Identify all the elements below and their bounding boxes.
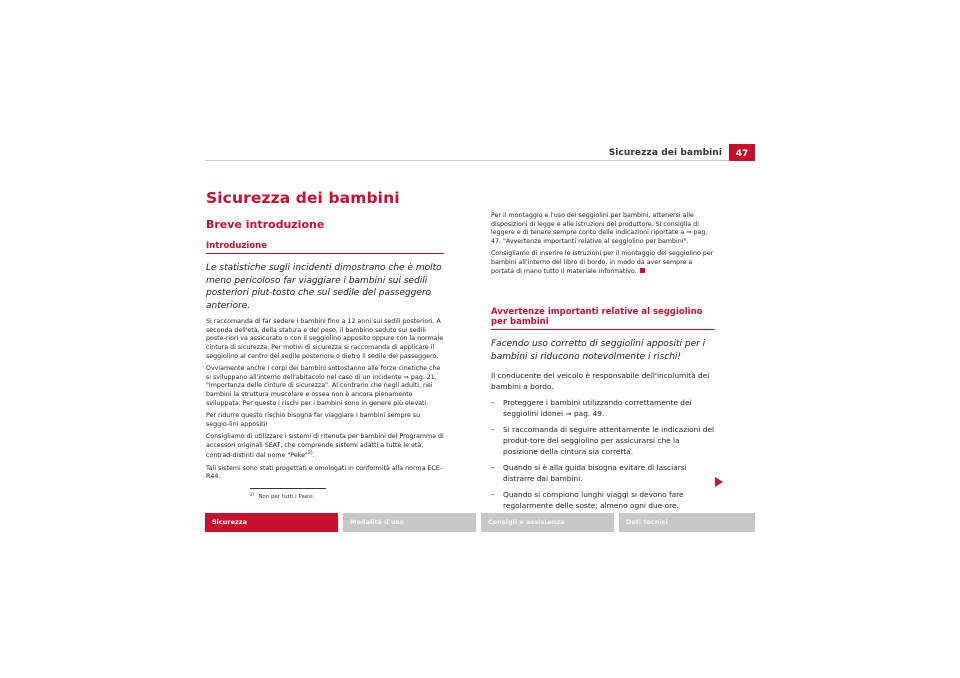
- list-dash: –: [491, 463, 495, 473]
- subsection-heading-avvertenze: Avvertenze importanti relative al seggiolino per bambini: [491, 307, 703, 327]
- warnings-lead-text: Facendo uso corretto di seggiolini appositi per i bambini si riducono notevolmente i rischi!: [491, 339, 706, 362]
- list-item-text: Proteggere i bambini utilizzando correttamente dei seggiolini idonei ⇒ pag. 49.: [503, 398, 692, 418]
- paragraph: Tali sistemi sono stati progettati e omologati in conformità alla norma ECE-R44.: [206, 464, 443, 481]
- paragraph: Consigliamo di utilizzare i sistemi di ritenuta per bambini del Programma di accessori originali SEAT, che comprende sistemi adatti a tutte le età, contrad-distinti dal nome "Peke"$^{2)}$.: [206, 432, 444, 460]
- heading-rule: [491, 329, 715, 330]
- footer-tab-sicurezza[interactable]: Sicurezza: [205, 513, 338, 532]
- footer-tab-consigli-assistenza[interactable]: Consigli e assistenza: [481, 513, 614, 532]
- right-body: [491, 212, 715, 276]
- footer-tab-dati-tecnici[interactable]: Dati tecnici: [619, 513, 755, 532]
- list-item-text: Quando si compiono lunghi viaggi si devono fare regolarmente delle soste; almeno ogni due ore.: [503, 490, 684, 510]
- list-item: [491, 398, 715, 419]
- footnote-text: Non per tutti i Paesi.: [258, 494, 315, 500]
- heading-rule: [206, 253, 444, 254]
- end-of-section-marker: [640, 268, 645, 273]
- footnote-divider: [250, 488, 326, 489]
- running-header-title: Sicurezza dei bambini: [608, 148, 722, 158]
- next-page-arrow-icon[interactable]: [715, 477, 723, 487]
- section-title: Breve introduzione: [206, 218, 325, 231]
- list-item-text: Quando si è alla guida bisogna evitare di lasciarsi distrarre dai bambini.: [503, 463, 687, 483]
- warnings-section: [491, 307, 715, 518]
- paragraph: Per ridurre questo rischio bisogna far viaggiare i bambini sempre su seggio-lini appositi!: [206, 412, 421, 428]
- paragraph-text: Consigliamo di inserire le istruzioni per il montaggio del seggiolino per bambini all'interno del libro di bordo, in modo da aver sempre a portata di mano tutto il materiale informativo.: [491, 250, 714, 275]
- list-dash: –: [491, 425, 495, 435]
- subsection-heading-introduzione: Introduzione: [206, 241, 267, 251]
- list-dash: –: [491, 490, 495, 500]
- paragraph: [491, 250, 715, 276]
- list-item: [491, 490, 715, 511]
- list-item: [491, 463, 715, 484]
- left-column: [206, 241, 444, 486]
- list-dash: –: [491, 398, 495, 408]
- list-item: [491, 425, 715, 457]
- list-item-text: Si raccomanda di seguire attentamente le indicazioni del produt-tore del seggiolino per assicurarsi che la posizione della cintura sia corretta.: [503, 425, 715, 456]
- footnote-marker: 2): [250, 492, 255, 497]
- chapter-title: Sicurezza dei bambini: [206, 189, 400, 207]
- header-divider: [205, 160, 729, 161]
- footer-tab-modalita-uso[interactable]: Modalità d'uso: [343, 513, 476, 532]
- paragraph-text: Consigliamo di utilizzare i sistemi di ritenuta per bambini del Programma di accessori originali SEAT, che comprende sistemi adatti a tutte le età, contrad-distinti dal nome "Peke": [206, 432, 444, 460]
- footnote: [250, 492, 314, 500]
- paragraph: Per il montaggio e l'uso dei seggiolini per bambini, attenersi alle disposizioni di legge e alle istruzioni del produttore. Si consiglia di leggere e di tenere sempre conto delle indicazioni riportate a ⇒ pag. 47, "Avvertenze importanti relative al seggiolino per bambini".: [491, 212, 708, 246]
- paragraph: Ovviamente anche i corpi dei bambini sottostanno alle forze cinetiche che si sviluppano all'interno dell'abitacolo nel caso di un incidente ⇒ pag. 21, "Importanza delle cinture di sicurezza". Al contrario che negli adulti, nei bambini la struttura muscolare e ossea non è ancora pienamente sviluppata. Per questo i rischi per i bambini sono in genere più elevati.: [206, 365, 441, 407]
- paragraph: Si raccomanda di far sedere i bambini fino a 12 anni sui sedili posteriori. A seconda dell'età, della statura e del peso, il bambino seduto sui sedili poste-riori va assicurato o con il seggiolino apposito oppure con la normale cintura di sicurezza. Per motivi di sicurezza si raccomanda di applicare il seggiolino al centro del sedile posteriore o dietro il sedile del passeggero.: [206, 318, 444, 360]
- right-column: [491, 212, 715, 280]
- paragraph: Il conducente del veicolo è responsabile dell'incolumità dei bambini a bordo.: [491, 371, 710, 391]
- intro-body: [206, 318, 444, 482]
- warnings-body: [491, 371, 715, 512]
- page-number-badge: 47: [729, 144, 755, 161]
- footnote-reference[interactable]: 2): [307, 451, 313, 457]
- intro-lead-text: Le statistiche sugli incidenti dimostrano che è molto meno pericoloso far viaggiare i bambini sui sedili posteriori piut-tosto che sul sedile del passeggero anteriore.: [206, 263, 442, 311]
